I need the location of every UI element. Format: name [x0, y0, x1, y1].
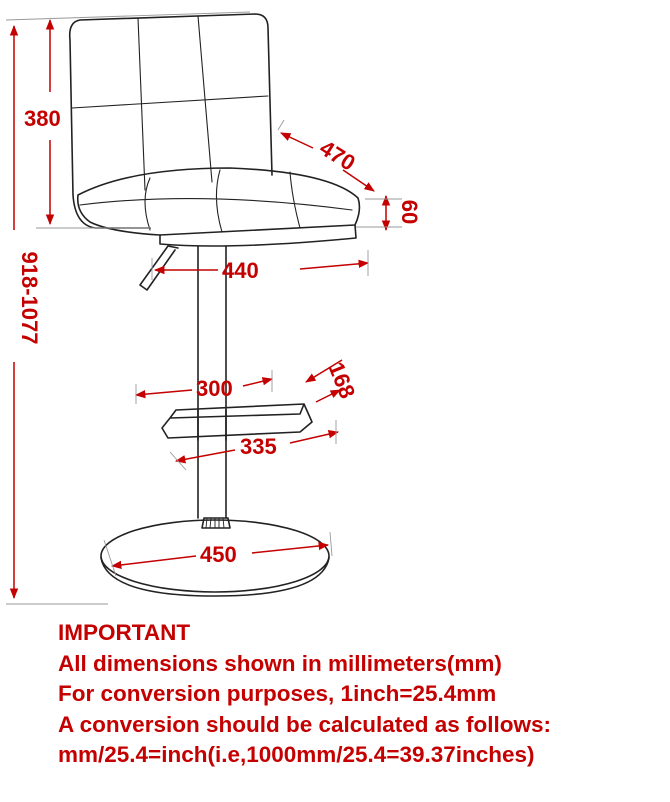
dimension-lines: [14, 20, 386, 598]
dim-footrest-outer-line-right: [290, 432, 338, 443]
dim-seat-depth-line-upper: [281, 133, 313, 148]
dim-footrest-depth-label: 168: [323, 358, 361, 402]
dim-total-height-label: 918-1077: [17, 251, 42, 345]
dim-base-label: 450: [200, 542, 237, 567]
notes-line-calculation-intro: A conversion should be calculated as follows:: [58, 711, 552, 737]
dim-back-height-label: 380: [24, 106, 61, 131]
stool-outline: [70, 14, 360, 596]
extension-lines: [6, 12, 402, 604]
footrest-ring: [162, 404, 312, 438]
dim-seat-width-line-right: [300, 263, 368, 269]
notes-line-formula: mm/25.4=inch(i.e,1000mm/25.4=39.37inches): [58, 742, 535, 767]
dim-footrest-width-line-right: [243, 379, 272, 386]
dim-seat-thickness-label: 60: [397, 199, 422, 225]
dim-base-line-right: [252, 545, 328, 553]
dim-footrest-width-line-left: [136, 390, 192, 395]
dim-seat-depth-label: 470: [315, 135, 360, 176]
dim-footrest-width-label: 300: [196, 376, 233, 401]
notes-heading: IMPORTANT: [58, 620, 191, 645]
gas-lever: [140, 246, 178, 290]
backrest-stitching: [72, 16, 268, 190]
notes-block: [58, 618, 668, 771]
seat-underside: [160, 225, 356, 246]
notes-line-conversion-factor: For conversion purposes, 1inch=25.4mm: [58, 681, 497, 706]
notes-line-units: All dimensions shown in millimeters(mm): [58, 650, 502, 676]
dim-seat-width-label: 440: [222, 258, 259, 283]
dim-footrest-outer-label: 335: [240, 434, 277, 459]
dim-base-line-left: [112, 556, 196, 566]
backrest: [70, 14, 272, 228]
